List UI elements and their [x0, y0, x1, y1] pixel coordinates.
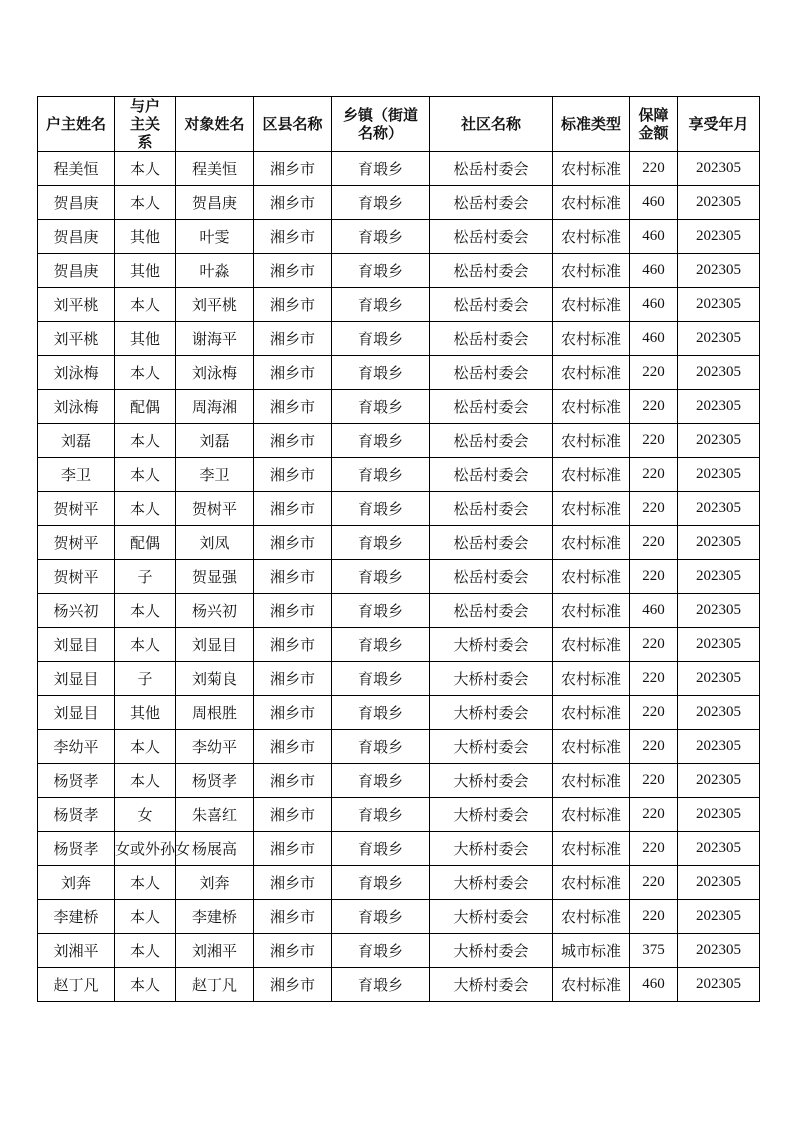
cell-community: 大桥村委会	[430, 628, 553, 662]
cell-amount: 375	[630, 934, 678, 968]
cell-amount: 220	[630, 356, 678, 390]
cell-relation: 本人	[115, 288, 176, 322]
cell-township: 育塅乡	[332, 662, 430, 696]
header-amount: 保障金额	[630, 97, 678, 152]
assistance-roster-table	[37, 96, 760, 1002]
cell-household-head: 刘平桃	[38, 288, 115, 322]
cell-recipient-name: 李建桥	[176, 900, 254, 934]
cell-amount: 220	[630, 458, 678, 492]
cell-standard-type: 农村标准	[553, 356, 630, 390]
table-row	[38, 390, 760, 424]
cell-county: 湘乡市	[254, 832, 332, 866]
cell-period: 202305	[678, 288, 760, 322]
cell-amount: 220	[630, 390, 678, 424]
cell-community: 松岳村委会	[430, 424, 553, 458]
cell-standard-type: 农村标准	[553, 458, 630, 492]
cell-period: 202305	[678, 322, 760, 356]
cell-amount: 220	[630, 560, 678, 594]
cell-relation: 本人	[115, 152, 176, 186]
cell-standard-type: 农村标准	[553, 492, 630, 526]
cell-recipient-name: 贺昌庚	[176, 186, 254, 220]
cell-recipient-name: 李卫	[176, 458, 254, 492]
cell-household-head: 刘显目	[38, 628, 115, 662]
cell-amount: 460	[630, 968, 678, 1002]
cell-household-head: 杨兴初	[38, 594, 115, 628]
cell-period: 202305	[678, 798, 760, 832]
cell-recipient-name: 朱喜红	[176, 798, 254, 832]
cell-period: 202305	[678, 628, 760, 662]
cell-standard-type: 农村标准	[553, 900, 630, 934]
cell-county: 湘乡市	[254, 390, 332, 424]
header-recipient-name: 对象姓名	[176, 97, 254, 152]
cell-amount: 460	[630, 254, 678, 288]
cell-township: 育塅乡	[332, 968, 430, 1002]
cell-township: 育塅乡	[332, 628, 430, 662]
cell-amount: 220	[630, 662, 678, 696]
cell-township: 育塅乡	[332, 526, 430, 560]
cell-county: 湘乡市	[254, 322, 332, 356]
cell-community: 大桥村委会	[430, 730, 553, 764]
cell-community: 大桥村委会	[430, 764, 553, 798]
cell-township: 育塅乡	[332, 356, 430, 390]
cell-period: 202305	[678, 356, 760, 390]
table-row	[38, 526, 760, 560]
cell-county: 湘乡市	[254, 186, 332, 220]
table-row	[38, 866, 760, 900]
cell-standard-type: 农村标准	[553, 424, 630, 458]
cell-county: 湘乡市	[254, 968, 332, 1002]
cell-household-head: 刘磊	[38, 424, 115, 458]
table-row	[38, 356, 760, 390]
cell-amount: 220	[630, 730, 678, 764]
cell-household-head: 李幼平	[38, 730, 115, 764]
cell-household-head: 刘平桃	[38, 322, 115, 356]
cell-county: 湘乡市	[254, 764, 332, 798]
table-row	[38, 288, 760, 322]
cell-period: 202305	[678, 526, 760, 560]
cell-relation: 本人	[115, 594, 176, 628]
cell-household-head: 刘泳梅	[38, 390, 115, 424]
cell-community: 松岳村委会	[430, 186, 553, 220]
cell-county: 湘乡市	[254, 696, 332, 730]
header-relation: 与户主关系	[115, 97, 176, 152]
table-row	[38, 254, 760, 288]
cell-period: 202305	[678, 832, 760, 866]
cell-community: 松岳村委会	[430, 458, 553, 492]
cell-standard-type: 农村标准	[553, 968, 630, 1002]
cell-county: 湘乡市	[254, 424, 332, 458]
cell-county: 湘乡市	[254, 492, 332, 526]
cell-community: 松岳村委会	[430, 356, 553, 390]
cell-household-head: 刘湘平	[38, 934, 115, 968]
cell-amount: 220	[630, 628, 678, 662]
cell-township: 育塅乡	[332, 458, 430, 492]
cell-township: 育塅乡	[332, 900, 430, 934]
cell-relation: 本人	[115, 968, 176, 1002]
cell-recipient-name: 杨展高	[176, 832, 254, 866]
cell-period: 202305	[678, 900, 760, 934]
cell-community: 松岳村委会	[430, 254, 553, 288]
cell-recipient-name: 贺显强	[176, 560, 254, 594]
cell-recipient-name: 刘菊良	[176, 662, 254, 696]
cell-county: 湘乡市	[254, 152, 332, 186]
header-township: 乡镇（街道名称）	[332, 97, 430, 152]
cell-relation: 本人	[115, 900, 176, 934]
cell-period: 202305	[678, 424, 760, 458]
table-row	[38, 934, 760, 968]
table-row	[38, 594, 760, 628]
cell-recipient-name: 周海湘	[176, 390, 254, 424]
cell-standard-type: 农村标准	[553, 628, 630, 662]
cell-household-head: 贺昌庚	[38, 186, 115, 220]
cell-period: 202305	[678, 254, 760, 288]
cell-standard-type: 农村标准	[553, 662, 630, 696]
cell-recipient-name: 杨贤孝	[176, 764, 254, 798]
cell-standard-type: 农村标准	[553, 730, 630, 764]
cell-community: 松岳村委会	[430, 594, 553, 628]
cell-amount: 460	[630, 288, 678, 322]
table-row	[38, 662, 760, 696]
cell-household-head: 程美恒	[38, 152, 115, 186]
table-row	[38, 424, 760, 458]
cell-township: 育塅乡	[332, 288, 430, 322]
cell-relation: 女或外孙女	[115, 832, 176, 866]
cell-standard-type: 农村标准	[553, 220, 630, 254]
cell-period: 202305	[678, 220, 760, 254]
cell-household-head: 杨贤孝	[38, 798, 115, 832]
cell-period: 202305	[678, 186, 760, 220]
cell-relation: 其他	[115, 322, 176, 356]
cell-community: 松岳村委会	[430, 152, 553, 186]
cell-relation: 配偶	[115, 526, 176, 560]
cell-county: 湘乡市	[254, 288, 332, 322]
cell-recipient-name: 刘奔	[176, 866, 254, 900]
cell-household-head: 贺树平	[38, 526, 115, 560]
cell-township: 育塅乡	[332, 832, 430, 866]
table-row	[38, 696, 760, 730]
cell-community: 大桥村委会	[430, 968, 553, 1002]
cell-recipient-name: 刘泳梅	[176, 356, 254, 390]
cell-township: 育塅乡	[332, 152, 430, 186]
cell-community: 松岳村委会	[430, 492, 553, 526]
cell-county: 湘乡市	[254, 356, 332, 390]
cell-period: 202305	[678, 662, 760, 696]
cell-household-head: 刘显目	[38, 696, 115, 730]
cell-standard-type: 农村标准	[553, 186, 630, 220]
cell-amount: 220	[630, 866, 678, 900]
cell-community: 松岳村委会	[430, 560, 553, 594]
cell-community: 松岳村委会	[430, 288, 553, 322]
cell-recipient-name: 李幼平	[176, 730, 254, 764]
cell-relation: 子	[115, 662, 176, 696]
table-header-row	[38, 97, 760, 152]
cell-amount: 460	[630, 594, 678, 628]
cell-township: 育塅乡	[332, 866, 430, 900]
cell-amount: 460	[630, 322, 678, 356]
header-household-head: 户主姓名	[38, 97, 115, 152]
cell-relation: 本人	[115, 424, 176, 458]
cell-township: 育塅乡	[332, 798, 430, 832]
cell-household-head: 杨贤孝	[38, 832, 115, 866]
cell-household-head: 刘泳梅	[38, 356, 115, 390]
cell-household-head: 贺昌庚	[38, 254, 115, 288]
cell-township: 育塅乡	[332, 696, 430, 730]
cell-recipient-name: 刘湘平	[176, 934, 254, 968]
cell-community: 松岳村委会	[430, 220, 553, 254]
cell-standard-type: 城市标准	[553, 934, 630, 968]
cell-community: 松岳村委会	[430, 390, 553, 424]
cell-township: 育塅乡	[332, 492, 430, 526]
cell-standard-type: 农村标准	[553, 152, 630, 186]
cell-township: 育塅乡	[332, 424, 430, 458]
cell-recipient-name: 程美恒	[176, 152, 254, 186]
header-community: 社区名称	[430, 97, 553, 152]
cell-household-head: 赵丁凡	[38, 968, 115, 1002]
cell-standard-type: 农村标准	[553, 594, 630, 628]
cell-relation: 本人	[115, 356, 176, 390]
cell-township: 育塅乡	[332, 730, 430, 764]
cell-county: 湘乡市	[254, 662, 332, 696]
cell-recipient-name: 叶淼	[176, 254, 254, 288]
cell-county: 湘乡市	[254, 526, 332, 560]
cell-township: 育塅乡	[332, 220, 430, 254]
cell-period: 202305	[678, 934, 760, 968]
cell-community: 松岳村委会	[430, 526, 553, 560]
table-row	[38, 186, 760, 220]
cell-county: 湘乡市	[254, 594, 332, 628]
cell-county: 湘乡市	[254, 220, 332, 254]
cell-period: 202305	[678, 390, 760, 424]
cell-recipient-name: 刘显目	[176, 628, 254, 662]
cell-community: 大桥村委会	[430, 798, 553, 832]
cell-amount: 220	[630, 424, 678, 458]
header-standard-type: 标准类型	[553, 97, 630, 152]
cell-amount: 220	[630, 152, 678, 186]
table-row	[38, 730, 760, 764]
cell-household-head: 贺树平	[38, 492, 115, 526]
cell-household-head: 贺昌庚	[38, 220, 115, 254]
cell-relation: 女	[115, 798, 176, 832]
table-row	[38, 152, 760, 186]
cell-community: 大桥村委会	[430, 832, 553, 866]
cell-amount: 220	[630, 526, 678, 560]
cell-period: 202305	[678, 730, 760, 764]
cell-relation: 其他	[115, 254, 176, 288]
header-county: 区县名称	[254, 97, 332, 152]
cell-recipient-name: 谢海平	[176, 322, 254, 356]
table-row	[38, 764, 760, 798]
cell-recipient-name: 杨兴初	[176, 594, 254, 628]
cell-standard-type: 农村标准	[553, 764, 630, 798]
cell-amount: 460	[630, 220, 678, 254]
cell-amount: 220	[630, 696, 678, 730]
cell-township: 育塅乡	[332, 560, 430, 594]
cell-amount: 220	[630, 798, 678, 832]
cell-household-head: 贺树平	[38, 560, 115, 594]
cell-county: 湘乡市	[254, 458, 332, 492]
cell-township: 育塅乡	[332, 322, 430, 356]
cell-amount: 460	[630, 186, 678, 220]
cell-period: 202305	[678, 560, 760, 594]
cell-county: 湘乡市	[254, 628, 332, 662]
cell-county: 湘乡市	[254, 798, 332, 832]
cell-county: 湘乡市	[254, 254, 332, 288]
cell-amount: 220	[630, 764, 678, 798]
table-row	[38, 900, 760, 934]
table-row	[38, 322, 760, 356]
cell-township: 育塅乡	[332, 186, 430, 220]
table-row	[38, 560, 760, 594]
cell-period: 202305	[678, 866, 760, 900]
cell-county: 湘乡市	[254, 900, 332, 934]
cell-relation: 本人	[115, 628, 176, 662]
cell-standard-type: 农村标准	[553, 390, 630, 424]
cell-township: 育塅乡	[332, 764, 430, 798]
cell-community: 松岳村委会	[430, 322, 553, 356]
cell-recipient-name: 周根胜	[176, 696, 254, 730]
cell-relation: 配偶	[115, 390, 176, 424]
cell-relation: 本人	[115, 458, 176, 492]
table-row	[38, 458, 760, 492]
cell-county: 湘乡市	[254, 730, 332, 764]
cell-relation: 本人	[115, 866, 176, 900]
cell-community: 大桥村委会	[430, 934, 553, 968]
cell-community: 大桥村委会	[430, 866, 553, 900]
cell-period: 202305	[678, 492, 760, 526]
cell-household-head: 刘奔	[38, 866, 115, 900]
cell-township: 育塅乡	[332, 254, 430, 288]
table-row	[38, 492, 760, 526]
cell-recipient-name: 刘磊	[176, 424, 254, 458]
cell-period: 202305	[678, 458, 760, 492]
header-period: 享受年月	[678, 97, 760, 152]
table-row	[38, 220, 760, 254]
cell-recipient-name: 刘平桃	[176, 288, 254, 322]
cell-household-head: 杨贤孝	[38, 764, 115, 798]
table-row	[38, 628, 760, 662]
cell-relation: 其他	[115, 220, 176, 254]
cell-relation: 本人	[115, 492, 176, 526]
table-row	[38, 968, 760, 1002]
cell-relation: 本人	[115, 934, 176, 968]
cell-period: 202305	[678, 968, 760, 1002]
cell-relation: 本人	[115, 730, 176, 764]
cell-community: 大桥村委会	[430, 696, 553, 730]
table-body	[38, 152, 760, 1002]
cell-county: 湘乡市	[254, 934, 332, 968]
cell-standard-type: 农村标准	[553, 832, 630, 866]
cell-township: 育塅乡	[332, 594, 430, 628]
table-row	[38, 832, 760, 866]
cell-relation: 其他	[115, 696, 176, 730]
cell-standard-type: 农村标准	[553, 322, 630, 356]
cell-period: 202305	[678, 594, 760, 628]
cell-standard-type: 农村标准	[553, 526, 630, 560]
cell-standard-type: 农村标准	[553, 254, 630, 288]
cell-community: 大桥村委会	[430, 662, 553, 696]
cell-township: 育塅乡	[332, 390, 430, 424]
cell-recipient-name: 刘凤	[176, 526, 254, 560]
cell-standard-type: 农村标准	[553, 560, 630, 594]
cell-period: 202305	[678, 764, 760, 798]
cell-county: 湘乡市	[254, 866, 332, 900]
cell-period: 202305	[678, 696, 760, 730]
cell-household-head: 李卫	[38, 458, 115, 492]
cell-period: 202305	[678, 152, 760, 186]
table-row	[38, 798, 760, 832]
cell-standard-type: 农村标准	[553, 798, 630, 832]
cell-relation: 本人	[115, 764, 176, 798]
cell-relation: 子	[115, 560, 176, 594]
cell-relation: 本人	[115, 186, 176, 220]
cell-county: 湘乡市	[254, 560, 332, 594]
cell-community: 大桥村委会	[430, 900, 553, 934]
cell-recipient-name: 叶雯	[176, 220, 254, 254]
cell-amount: 220	[630, 900, 678, 934]
cell-household-head: 李建桥	[38, 900, 115, 934]
cell-amount: 220	[630, 492, 678, 526]
cell-household-head: 刘显目	[38, 662, 115, 696]
cell-standard-type: 农村标准	[553, 696, 630, 730]
cell-amount: 220	[630, 832, 678, 866]
cell-recipient-name: 贺树平	[176, 492, 254, 526]
cell-township: 育塅乡	[332, 934, 430, 968]
cell-recipient-name: 赵丁凡	[176, 968, 254, 1002]
cell-standard-type: 农村标准	[553, 288, 630, 322]
cell-standard-type: 农村标准	[553, 866, 630, 900]
